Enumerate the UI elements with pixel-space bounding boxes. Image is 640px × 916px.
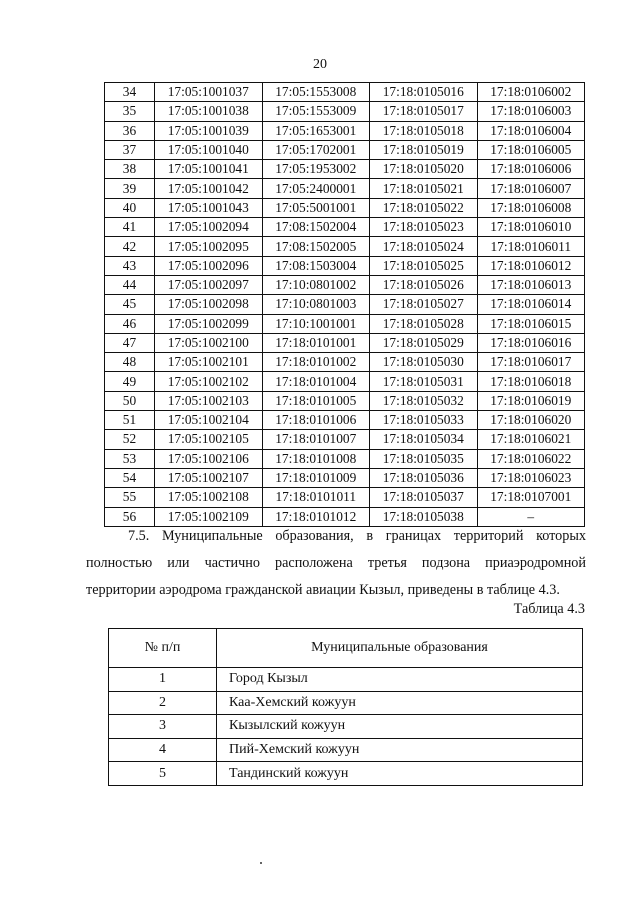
cadastral-number-cell: 17:18:0105018 bbox=[370, 121, 478, 140]
table-row bbox=[105, 179, 585, 198]
cadastral-number-cell: 17:18:0106004 bbox=[477, 121, 585, 140]
row-number-cell: 52 bbox=[105, 430, 155, 449]
municipality-name-cell: Каа-Хемский кожуун bbox=[217, 691, 583, 715]
cadastral-number-cell: 17:05:1002103 bbox=[155, 391, 263, 410]
cadastral-number-cell: 17:05:1002104 bbox=[155, 411, 263, 430]
municipal-table bbox=[108, 628, 583, 786]
cadastral-number-cell: 17:08:1503004 bbox=[262, 256, 370, 275]
cadastral-number-cell: 17:18:0105025 bbox=[370, 256, 478, 275]
cadastral-number-cell: 17:05:1001037 bbox=[155, 83, 263, 102]
cadastral-number-cell: 17:18:0105028 bbox=[370, 314, 478, 333]
cadastral-number-cell: 17:18:0101011 bbox=[262, 488, 370, 507]
cadastral-number-cell: 17:18:0101002 bbox=[262, 353, 370, 372]
cadastral-number-cell: 17:05:1953002 bbox=[262, 160, 370, 179]
table-row bbox=[105, 295, 585, 314]
municipality-name-cell: Пий-Хемский кожуун bbox=[217, 738, 583, 762]
cadastral-number-cell: 17:08:1502005 bbox=[262, 237, 370, 256]
cadastral-number-cell: 17:05:1001038 bbox=[155, 102, 263, 121]
table-row bbox=[105, 449, 585, 468]
cadastral-number-cell: 17:05:5001001 bbox=[262, 198, 370, 217]
cadastral-number-cell: 17:18:0105029 bbox=[370, 333, 478, 352]
header-number: № п/п bbox=[109, 629, 217, 668]
cadastral-number-cell: 17:18:0105016 bbox=[370, 83, 478, 102]
row-number-cell: 47 bbox=[105, 333, 155, 352]
cadastral-number-cell: 17:05:1553008 bbox=[262, 83, 370, 102]
table-row bbox=[105, 372, 585, 391]
cadastral-number-cell: 17:18:0105038 bbox=[370, 507, 478, 526]
cadastral-number-cell: 17:08:1502004 bbox=[262, 218, 370, 237]
cadastral-number-cell: 17:05:1001042 bbox=[155, 179, 263, 198]
cadastral-number-cell: 17:18:0105030 bbox=[370, 353, 478, 372]
cadastral-number-cell: 17:18:0105017 bbox=[370, 102, 478, 121]
cadastral-number-cell: 17:05:1002107 bbox=[155, 468, 263, 487]
cadastral-number-cell: 17:18:0101001 bbox=[262, 333, 370, 352]
row-number-cell: 36 bbox=[105, 121, 155, 140]
row-number-cell: 38 bbox=[105, 160, 155, 179]
cadastral-number-cell: 17:18:0106008 bbox=[477, 198, 585, 217]
table-row bbox=[109, 715, 583, 739]
table-row bbox=[105, 102, 585, 121]
cadastral-number-cell: 17:18:0101008 bbox=[262, 449, 370, 468]
table-row bbox=[105, 218, 585, 237]
cadastral-number-cell: 17:18:0105036 bbox=[370, 468, 478, 487]
cadastral-number-cell: 17:18:0101009 bbox=[262, 468, 370, 487]
row-number-cell: 50 bbox=[105, 391, 155, 410]
table-row bbox=[105, 391, 585, 410]
cadastral-number-cell: 17:18:0105021 bbox=[370, 179, 478, 198]
row-number-cell: 48 bbox=[105, 353, 155, 372]
table-row bbox=[105, 198, 585, 217]
cadastral-number-cell: 17:18:0105022 bbox=[370, 198, 478, 217]
table-row bbox=[109, 691, 583, 715]
cadastral-number-cell: 17:05:1002098 bbox=[155, 295, 263, 314]
row-number-cell: 46 bbox=[105, 314, 155, 333]
row-number-cell: 1 bbox=[109, 668, 217, 692]
cadastral-number-cell: 17:18:0105023 bbox=[370, 218, 478, 237]
cadastral-number-cell: 17:18:0107001 bbox=[477, 488, 585, 507]
cadastral-number-cell: 17:05:1653001 bbox=[262, 121, 370, 140]
cadastral-number-cell: 17:18:0106014 bbox=[477, 295, 585, 314]
cadastral-number-cell: 17:10:1001001 bbox=[262, 314, 370, 333]
row-number-cell: 41 bbox=[105, 218, 155, 237]
row-number-cell: 35 bbox=[105, 102, 155, 121]
row-number-cell: 43 bbox=[105, 256, 155, 275]
cadastral-number-cell: 17:18:0106007 bbox=[477, 179, 585, 198]
cadastral-number-cell: – bbox=[477, 507, 585, 526]
cadastral-number-cell: 17:05:1002102 bbox=[155, 372, 263, 391]
cadastral-number-cell: 17:18:0106011 bbox=[477, 237, 585, 256]
table-row bbox=[105, 83, 585, 102]
cadastral-number-cell: 17:05:1001041 bbox=[155, 160, 263, 179]
table-row bbox=[105, 353, 585, 372]
cadastral-number-cell: 17:05:1002109 bbox=[155, 507, 263, 526]
cadastral-number-cell: 17:18:0105020 bbox=[370, 160, 478, 179]
cadastral-number-cell: 17:18:0106022 bbox=[477, 449, 585, 468]
cadastral-number-cell: 17:05:1002095 bbox=[155, 237, 263, 256]
cadastral-number-cell: 17:18:0106010 bbox=[477, 218, 585, 237]
row-number-cell: 56 bbox=[105, 507, 155, 526]
cadastral-number-cell: 17:18:0105019 bbox=[370, 140, 478, 159]
row-number-cell: 34 bbox=[105, 83, 155, 102]
cadastral-number-cell: 17:18:0106020 bbox=[477, 411, 585, 430]
cadastral-number-cell: 17:18:0106018 bbox=[477, 372, 585, 391]
section-paragraph: 7.5. Муниципальные образования, в границах территорий которых полностью или частично расположена третья подзона приаэродромной территории аэродрома гражданской авиации Кызыл, приведены в таблице 4.3. bbox=[86, 528, 586, 598]
scan-speck bbox=[260, 862, 262, 864]
cadastral-number-cell: 17:05:1002096 bbox=[155, 256, 263, 275]
cadastral-number-cell: 17:18:0105026 bbox=[370, 275, 478, 294]
cadastral-number-cell: 17:05:1001043 bbox=[155, 198, 263, 217]
row-number-cell: 54 bbox=[105, 468, 155, 487]
cadastral-number-cell: 17:18:0106023 bbox=[477, 468, 585, 487]
cadastral-number-cell: 17:18:0106005 bbox=[477, 140, 585, 159]
table-row bbox=[105, 237, 585, 256]
table-row bbox=[105, 333, 585, 352]
table-row bbox=[105, 468, 585, 487]
cadastral-number-cell: 17:18:0106019 bbox=[477, 391, 585, 410]
row-number-cell: 42 bbox=[105, 237, 155, 256]
cadastral-number-cell: 17:05:1002101 bbox=[155, 353, 263, 372]
cadastral-number-cell: 17:05:2400001 bbox=[262, 179, 370, 198]
cadastral-number-cell: 17:05:1002108 bbox=[155, 488, 263, 507]
row-number-cell: 49 bbox=[105, 372, 155, 391]
row-number-cell: 4 bbox=[109, 738, 217, 762]
cadastral-number-cell: 17:18:0105034 bbox=[370, 430, 478, 449]
row-number-cell: 45 bbox=[105, 295, 155, 314]
row-number-cell: 5 bbox=[109, 762, 217, 786]
municipality-name-cell: Город Кызыл bbox=[217, 668, 583, 692]
cadastral-number-cell: 17:18:0101004 bbox=[262, 372, 370, 391]
cadastral-number-cell: 17:18:0106012 bbox=[477, 256, 585, 275]
row-number-cell: 51 bbox=[105, 411, 155, 430]
cadastral-number-cell: 17:18:0105037 bbox=[370, 488, 478, 507]
table-row bbox=[105, 140, 585, 159]
cadastral-number-cell: 17:05:1002105 bbox=[155, 430, 263, 449]
cadastral-number-cell: 17:10:0801003 bbox=[262, 295, 370, 314]
municipality-name-cell: Тандинский кожуун bbox=[217, 762, 583, 786]
cadastral-number-cell: 17:05:1001040 bbox=[155, 140, 263, 159]
cadastral-number-cell: 17:18:0105024 bbox=[370, 237, 478, 256]
row-number-cell: 37 bbox=[105, 140, 155, 159]
cadastral-number-cell: 17:18:0101006 bbox=[262, 411, 370, 430]
row-number-cell: 55 bbox=[105, 488, 155, 507]
cadastral-number-cell: 17:18:0106002 bbox=[477, 83, 585, 102]
municipality-name-cell: Кызылский кожуун bbox=[217, 715, 583, 739]
cadastral-number-cell: 17:18:0106003 bbox=[477, 102, 585, 121]
cadastral-number-cell: 17:18:0106021 bbox=[477, 430, 585, 449]
cadastral-number-cell: 17:18:0105035 bbox=[370, 449, 478, 468]
cadastral-number-cell: 17:18:0105031 bbox=[370, 372, 478, 391]
cadastral-number-cell: 17:05:1002100 bbox=[155, 333, 263, 352]
row-number-cell: 3 bbox=[109, 715, 217, 739]
cadastral-number-cell: 17:05:1002099 bbox=[155, 314, 263, 333]
header-municipality: Муниципальные образования bbox=[217, 629, 583, 668]
table-row bbox=[105, 256, 585, 275]
cadastral-number-cell: 17:18:0106015 bbox=[477, 314, 585, 333]
cadastral-number-cell: 17:18:0106016 bbox=[477, 333, 585, 352]
cadastral-number-cell: 17:05:1002097 bbox=[155, 275, 263, 294]
row-number-cell: 44 bbox=[105, 275, 155, 294]
cadastral-number-cell: 17:18:0101012 bbox=[262, 507, 370, 526]
table-row bbox=[105, 488, 585, 507]
table-row bbox=[105, 314, 585, 333]
cadastral-number-cell: 17:18:0106017 bbox=[477, 353, 585, 372]
row-number-cell: 40 bbox=[105, 198, 155, 217]
table-row bbox=[105, 160, 585, 179]
cadastral-number-cell: 17:18:0106006 bbox=[477, 160, 585, 179]
row-number-cell: 2 bbox=[109, 691, 217, 715]
cadastral-number-cell: 17:05:1001039 bbox=[155, 121, 263, 140]
cadastral-number-cell: 17:05:1553009 bbox=[262, 102, 370, 121]
cadastral-number-cell: 17:18:0101007 bbox=[262, 430, 370, 449]
cadastral-number-cell: 17:10:0801002 bbox=[262, 275, 370, 294]
table-row bbox=[105, 430, 585, 449]
table-row bbox=[105, 411, 585, 430]
cadastral-number-cell: 17:05:1002094 bbox=[155, 218, 263, 237]
table-row bbox=[109, 668, 583, 692]
cadastral-number-cell: 17:18:0101005 bbox=[262, 391, 370, 410]
cadastral-number-table bbox=[104, 82, 585, 527]
table-row bbox=[105, 121, 585, 140]
page-number: 20 bbox=[313, 57, 327, 72]
cadastral-number-cell: 17:18:0105032 bbox=[370, 391, 478, 410]
cadastral-number-cell: 17:05:1002106 bbox=[155, 449, 263, 468]
cadastral-number-cell: 17:18:0105027 bbox=[370, 295, 478, 314]
row-number-cell: 39 bbox=[105, 179, 155, 198]
municipal-table-header-row bbox=[109, 629, 583, 668]
table-caption: Таблица 4.3 bbox=[513, 601, 585, 617]
cadastral-number-cell: 17:05:1702001 bbox=[262, 140, 370, 159]
table-row bbox=[105, 275, 585, 294]
cadastral-number-cell: 17:18:0105033 bbox=[370, 411, 478, 430]
row-number-cell: 53 bbox=[105, 449, 155, 468]
table-row bbox=[109, 738, 583, 762]
table-row bbox=[109, 762, 583, 786]
cadastral-number-cell: 17:18:0106013 bbox=[477, 275, 585, 294]
